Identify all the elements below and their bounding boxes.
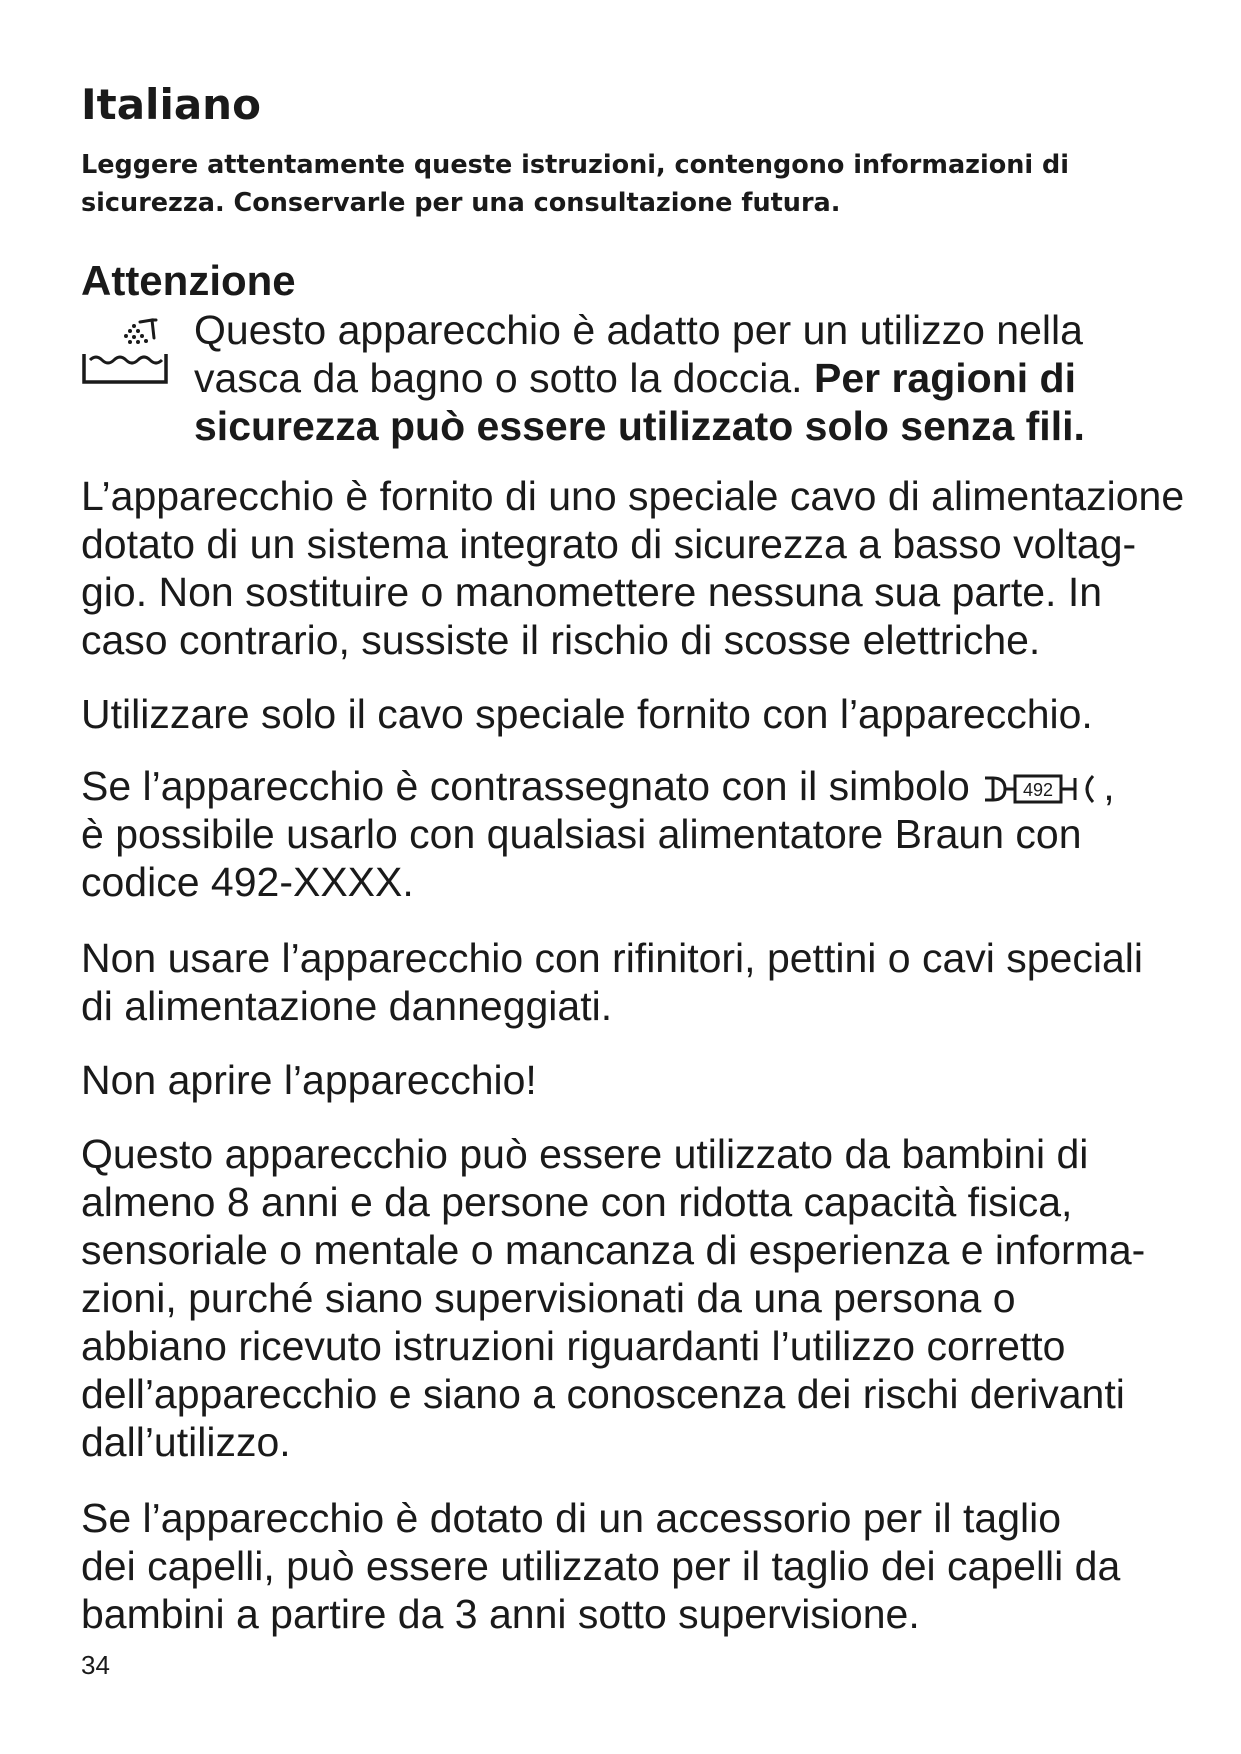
symbol-paragraph bbox=[81, 762, 1191, 906]
do-not-open-paragraph bbox=[81, 1056, 1191, 1104]
only-cable-paragraph bbox=[81, 690, 1191, 738]
paragraph-line: dotato di un sistema integrato di sicurezza a basso voltag- bbox=[81, 521, 1137, 567]
paragraph-line: bambini a partire da 3 anni sotto supervisione. bbox=[81, 1591, 920, 1637]
paragraph-line: di alimentazione danneggiati. bbox=[81, 983, 613, 1029]
language-heading: Italiano bbox=[81, 80, 261, 129]
power-supply-492-icon bbox=[981, 770, 1103, 808]
intro-line: sicurezza. Conservarle per una consultazione futura. bbox=[81, 188, 841, 218]
warning-line bbox=[194, 354, 1194, 402]
paragraph-line: gio. Non sostituire o manomettere nessuna sua parte. In bbox=[81, 569, 1103, 615]
warning-heading: Attenzione bbox=[81, 257, 296, 304]
damaged-paragraph bbox=[81, 934, 1191, 1030]
children-paragraph bbox=[81, 1130, 1191, 1466]
paragraph-line bbox=[81, 762, 1191, 810]
paragraph-line: caso contrario, sussiste il rischio di scosse elettriche. bbox=[81, 617, 1041, 663]
paragraph-line: zioni, purché siano supervisionati da una persona o bbox=[81, 1275, 1016, 1321]
paragraph-line: è possibile usarlo con qualsiasi alimentatore Braun con bbox=[81, 811, 1082, 857]
paragraph-line: codice 492-XXXX. bbox=[81, 859, 414, 905]
paragraph-line: almeno 8 anni e da persone con ridotta capacità fisica, bbox=[81, 1179, 1073, 1225]
warning-text bbox=[194, 306, 1194, 450]
paragraph-line: Utilizzare solo il cavo speciale fornito con l’apparecchio. bbox=[81, 691, 1093, 737]
symbol-label: 492 bbox=[1023, 780, 1054, 800]
warning-bold-text: Per ragioni di bbox=[813, 355, 1076, 401]
paragraph-line: dei capelli, può essere utilizzato per il taglio dei capelli da bbox=[81, 1543, 1121, 1589]
paragraph-line: Non aprire l’apparecchio! bbox=[81, 1057, 537, 1103]
page-number: 34 bbox=[81, 1650, 110, 1680]
cable-paragraph bbox=[81, 472, 1191, 664]
paragraph-line: Se l’apparecchio è dotato di un accessorio per il taglio bbox=[81, 1495, 1062, 1541]
paragraph-line: dall’utilizzo. bbox=[81, 1419, 291, 1465]
warning-line: Questo apparecchio è adatto per un utilizzo nella bbox=[194, 307, 1083, 353]
bath-shower-icon bbox=[82, 316, 168, 388]
haircut-paragraph bbox=[81, 1494, 1191, 1638]
intro-line: Leggere attentamente queste istruzioni, contengono informazioni di bbox=[81, 150, 1070, 180]
warning-line bbox=[194, 402, 1194, 450]
paragraph-line: L’apparecchio è fornito di uno speciale cavo di alimentazione bbox=[81, 473, 1185, 519]
paragraph-line: sensoriale o mentale o mancanza di esperienza e informa- bbox=[81, 1227, 1146, 1273]
warning-normal-text: vasca da bagno o sotto la doccia. bbox=[194, 355, 814, 401]
warning-bold-text: sicurezza può essere utilizzato solo senza fili. bbox=[194, 403, 1085, 449]
symbol-text-before: Se l’apparecchio è contrassegnato con il simbolo bbox=[81, 763, 982, 809]
paragraph-line: Questo apparecchio può essere utilizzato da bambini di bbox=[81, 1131, 1089, 1177]
paragraph-line: Non usare l’apparecchio con rifinitori, pettini o cavi speciali bbox=[81, 935, 1143, 981]
paragraph-line: dell’apparecchio e siano a conoscenza dei rischi derivanti bbox=[81, 1371, 1125, 1417]
intro-text bbox=[81, 146, 1181, 222]
symbol-text-after: , bbox=[1103, 763, 1115, 809]
paragraph-line: abbiano ricevuto istruzioni riguardanti l’utilizzo corretto bbox=[81, 1323, 1066, 1369]
